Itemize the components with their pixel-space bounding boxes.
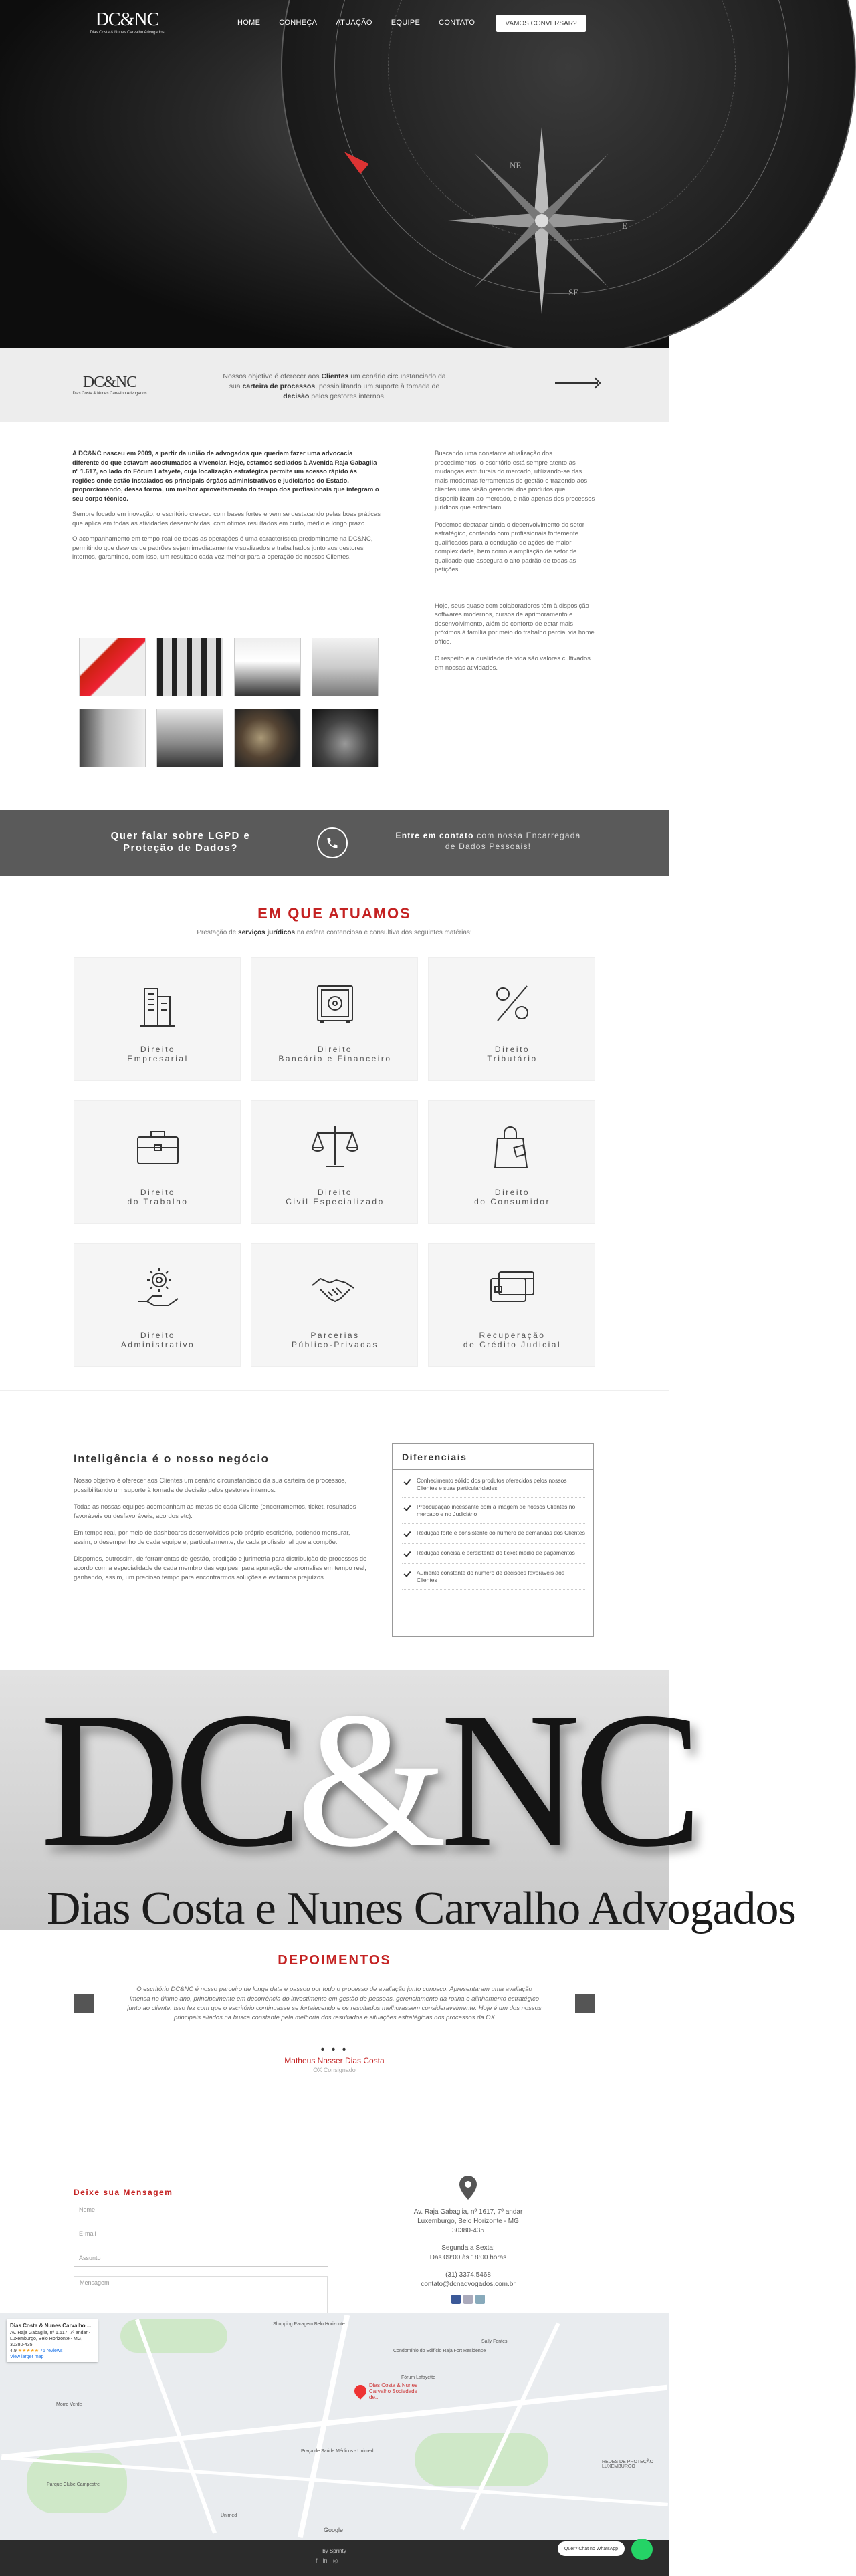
sign-subtitle: Dias Costa e Nunes Carvalho Advogados [47, 1883, 796, 1934]
intro-text: Nossos objetivo é oferecer aos Clientes um cenário circunstanciado da sua carteira de processos, possibilitando um suporte à tomada de decisão pelos gestores internos. [223, 372, 446, 400]
linkedin-icon[interactable]: in [322, 2557, 328, 2564]
gallery-photo[interactable] [312, 638, 379, 696]
next-arrow-button[interactable] [575, 1994, 595, 2013]
map-road [460, 2323, 560, 2531]
hours-label: Segunda a Sexta: [441, 2244, 495, 2252]
map-label: Unimed [221, 2513, 237, 2518]
nav-atuacao[interactable]: ATUAÇÃO [336, 19, 372, 27]
area-card-parcerias[interactable] [251, 1243, 418, 1367]
differential-item: Redução forte e consistente do número de demandas dos Clientes [402, 1529, 586, 1544]
hours-value: Das 09:00 às 18:00 horas [429, 2254, 507, 2261]
area-card-bancario[interactable] [251, 957, 418, 1081]
email-input[interactable]: E-mail [74, 2228, 328, 2242]
intelligence-paragraph: Nosso objetivo é oferecer aos Clientes um cenário circunstanciado da sua carteira de processos, possibilitando um suporte à tomada de decisão pelos gestores internos. [74, 1477, 347, 1494]
intelligence-section [0, 1390, 669, 1670]
logo-main: DC&NC [95, 9, 159, 30]
map-marker-icon[interactable] [352, 2382, 368, 2399]
about-paragraph: Sempre focado em inovação, o escritório cresceu com bases fortes e vem se destacando pelas boas práticas que aplica em todas as atividades desenvolvidas, com ótimos resultados em curto, médio e longo prazo. [72, 511, 381, 527]
area-card-administrativo[interactable] [74, 1243, 241, 1367]
phone-icon [326, 836, 339, 850]
area-label: Recuperação de Crédito Judicial [463, 1331, 562, 1349]
map-marker-label: Dias Costa & Nunes Carvalho Sociedade de... [369, 2382, 418, 2400]
safe-icon [308, 977, 362, 1030]
area-card-trabalho[interactable] [74, 1100, 241, 1224]
contact-section [0, 2138, 669, 2313]
lgpd-contact-text[interactable]: Entre em contato com nossa Encarregada de Dados Pessoais! [395, 831, 581, 851]
map-label: REDES DE PROTEÇÃO LUXEMBURGO [602, 2460, 654, 2469]
map-rating: 4.9 ★★★★★ 76 reviews [10, 2349, 63, 2353]
prev-arrow-button[interactable] [74, 1994, 94, 2013]
whatsapp-chat-label[interactable]: Quer? Chat no WhatsApp [558, 2541, 625, 2556]
map-park [415, 2433, 548, 2486]
differentials-list [402, 1477, 586, 1595]
lgpd-band [0, 810, 669, 876]
gallery-photo[interactable] [234, 709, 301, 767]
view-larger-map-link[interactable]: View larger map [10, 2355, 44, 2359]
about-paragraph: Buscando uma constante atualização dos procedimentos, o escritório está sempre atento às mudanças estruturais do mercado, utilizando-se das mais modernas ferramentas de gestão e trazendo aos clientes uma visão gerencial dos produtos que disponibilizam ao mercado, e não apenas dos processos jurídicos que enfrentam. [435, 450, 595, 511]
briefcase-icon [131, 1120, 185, 1173]
area-label: Parcerias Público-Privadas [291, 1331, 379, 1349]
map-label: Fórum Lafayette [401, 2375, 435, 2380]
percent-icon [486, 977, 539, 1030]
map-place-card [7, 2319, 98, 2362]
facebook-icon[interactable] [451, 2295, 461, 2304]
contact-form-title: Deixe sua Mensagem [74, 2188, 173, 2197]
subject-input[interactable]: Assunto [74, 2252, 328, 2267]
about-paragraph: O acompanhamento em tempo real de todas as operações é uma característica predominante na DC&NC, permitindo que desvios de padrões sejam imediatamente visualizados e trabalhados junto aos gestores internos, garantindo, com isso, um resultado cada vez melhor para a operação de nossos Clientes. [72, 535, 373, 561]
areas-title: EM QUE ATUAMOS [257, 905, 411, 922]
nav-home[interactable]: HOME [237, 19, 261, 27]
gallery-photo[interactable] [79, 638, 146, 696]
phone-button[interactable] [317, 827, 348, 858]
areas-section [0, 876, 669, 1390]
location-pin-icon [459, 2176, 477, 2200]
intelligence-paragraph: Todas as nossas equipes acompanham as metas de cada Cliente (encerramentos, ticket, resultados favoráveis ou desfavoráveis, acordos etc). [74, 1503, 356, 1520]
differentials-title: Diferenciais [402, 1452, 467, 1462]
area-card-recuperacao[interactable] [428, 1243, 595, 1367]
map-place-title: Dias Costa & Nunes Carvalho ... [10, 2323, 92, 2329]
google-logo: Google [324, 2527, 344, 2533]
differential-item: Preocupação incessante com a imagem de nossos Clientes no mercado e no Judiciário [402, 1503, 586, 1524]
gallery-photo[interactable] [156, 638, 223, 696]
instagram-icon[interactable]: ◎ [332, 2557, 338, 2564]
site-logo[interactable] [80, 11, 174, 35]
map-place-address: Av. Raja Gabaglia, nº 1.617, 7º andar - Luxemburgo, Belo Horizonte - MG, 30380-435 [10, 2331, 91, 2347]
lgpd-title: Quer falar sobre LGPD e Proteção de Dados? [110, 830, 251, 854]
handshake-icon [308, 1263, 362, 1316]
gallery-photo[interactable] [156, 709, 223, 767]
email-address[interactable]: contato@dcnadvogados.com.br [421, 2281, 516, 2288]
compass-label: E [622, 221, 627, 231]
intelligence-paragraph: Em tempo real, por meio de dashboards desenvolvidos pelo próprio escritório, podendo mensurar, assim, o desempenho de cada equipe e, particularmente, de cada profissional que a compõe. [74, 1529, 350, 1546]
facebook-icon[interactable]: f [316, 2557, 318, 2564]
nav-conheca[interactable]: CONHEÇA [279, 19, 318, 27]
area-card-consumidor[interactable] [428, 1100, 595, 1224]
scales-icon [308, 1120, 362, 1173]
gallery-photo[interactable] [312, 709, 379, 767]
divider [393, 1469, 593, 1470]
name-input[interactable]: Nome [74, 2204, 328, 2218]
shopping-bag-icon [486, 1120, 539, 1173]
gear-hand-icon [131, 1263, 185, 1316]
intelligence-title: Inteligência é o nosso negócio [74, 1452, 270, 1465]
area-label: Direito Tributário [487, 1045, 538, 1063]
intelligence-text [74, 1476, 368, 1590]
logo-sub: Dias Costa & Nunes Carvalho Advogados [90, 31, 165, 35]
area-label: Direito Empresarial [127, 1045, 189, 1063]
instagram-icon[interactable] [463, 2295, 473, 2304]
address-line: Av. Raja Gabaglia, nº 1617, 7º andar [413, 2208, 523, 2216]
testimonials-title: DEPOIMENTOS [278, 1953, 391, 1968]
about-paragraph: Hoje, seus quase cem colaboradores têm à disposição softwares modernos, cursos de aprimoramento e desenvolvimento, além do conforto de estar mais próximos à família por meio do trabalho parcial via home office. [435, 602, 595, 646]
office-sign-photo [0, 1670, 796, 1934]
differential-item: Redução concisa e persistente do ticket médio de pagamentos [402, 1549, 586, 1564]
hero-section [0, 0, 669, 348]
compass-label: SE [568, 287, 579, 297]
area-card-tributario[interactable] [428, 957, 595, 1081]
compass-rose-icon [441, 120, 642, 321]
main-nav [237, 19, 475, 27]
testimonial-quote: O escritório DC&NC é nosso parceiro de longa data e passou por todo o processo de avaliação junto conosco. Apresentaram uma avaliação imensa no último ano, principalmente em decorrência do investimento em gestão de pessoas, gerenciamento da rotina e alinhamento estratégico junto ao cliente. Isso fez com que o escritório continuasse se fortalecendo e os resultados melhorassem consideravelmente. Hoje é um dos nossos principais aliados na busca constante pela melhoria dos resultados e situações estratégicas nos processos da OX [127, 1986, 542, 2021]
differential-item: Conhecimento sólido dos produtos oferecidos pelos nossos Clientes e suas particularidades [402, 1477, 586, 1498]
footer-social [316, 2557, 338, 2565]
sign-letters: DC&NC [40, 1672, 697, 1887]
area-label: Direito Bancário e Financeiro [278, 1045, 392, 1063]
social-links [395, 2295, 542, 2304]
map-label: Parque Clube Campestre [47, 2482, 100, 2487]
whatsapp-icon[interactable] [631, 2539, 653, 2560]
intro-band [0, 348, 669, 422]
map-label: Condomínio do Edifício Raja Fort Residence [393, 2349, 486, 2353]
areas-subtitle: Prestação de serviços jurídicos na esfera contenciosa e consultiva dos seguintes matérias: [197, 929, 472, 936]
compass-label: NE [510, 160, 522, 170]
area-label: Direito do Consumidor [474, 1188, 550, 1206]
area-card-civil[interactable] [251, 1100, 418, 1224]
linkedin-icon[interactable] [475, 2295, 485, 2304]
intro-logo-sub: Dias Costa & Nunes Carvalho Advogados [72, 392, 147, 396]
nav-contato[interactable]: CONTATO [439, 19, 475, 27]
testimonial-company: OX Consignado [313, 2067, 356, 2073]
intelligence-paragraph: Dispomos, outrossim, de ferramentas de gestão, predição e jurimetria para distribuição de processos de acordo com a especialidade de cada membro das equipes, para apuração de anomalias em tempo real, ganhando, assim, um precioso tempo para encontrarmos soluções e evitarmos prejuízos. [74, 1555, 367, 1581]
area-label: Direito Civil Especializado [286, 1188, 385, 1206]
google-map[interactable] [0, 2313, 669, 2540]
about-left-text [72, 449, 381, 569]
address-line: Luxemburgo, Belo Horizonte - MG [417, 2218, 519, 2225]
gallery-photo[interactable] [79, 709, 146, 767]
footer-credit[interactable]: by Sprinty [322, 2548, 346, 2554]
address-line: 30380-435 [452, 2227, 484, 2234]
address-block [395, 2176, 542, 2304]
message-textarea[interactable]: Mensagem [74, 2276, 328, 2324]
intro-logo-main: DC&NC [82, 374, 137, 391]
vamos-conversar-button[interactable]: VAMOS CONVERSAR? [496, 15, 586, 32]
map-label: Shopping Paragem Belo Horizonte [273, 2322, 345, 2327]
area-card-empresarial[interactable] [74, 957, 241, 1081]
map-label: Morro Verde [56, 2402, 82, 2407]
about-section [0, 422, 669, 810]
testimonials-section [0, 1930, 669, 2138]
about-paragraph: A DC&NC nasceu em 2009, a partir da união de advogados que queriam fazer uma advocacia diferente do que estavam acostumados a vivenciar. Hoje, estamos sediados à Avenida Raja Gabaglia nº 1.617, ao lado do Fórum Lafayete, cuja localização estratégica permite um acesso rápido às regiões onde estão instalados os principais órgãos administrativos e judiciários do Estado, proporcionando, dessa forma, um melhor aproveitamento do tempo dos profissionais que integram o seu corpo técnico. [72, 450, 379, 503]
area-label: Direito Administrativo [120, 1331, 195, 1349]
credit-cards-icon [486, 1263, 539, 1316]
about-paragraph: Podemos destacar ainda o desenvolvimento do setor estratégico, contando com profissionais fortemente qualificados para a condução de ações de maior complexidade, bem como a ampliação de setor de qualidade que assegura o alto padrão de todas as petições. [435, 521, 584, 573]
buildings-icon [131, 977, 185, 1030]
differential-item: Aumento constante do número de decisões favoráveis aos Clientes [402, 1569, 586, 1590]
top-navbar [0, 0, 669, 47]
about-paragraph: O respeito e a qualidade de vida são valores cultivados em nossas atividades. [435, 655, 591, 672]
phone-number[interactable]: (31) 3374.5468 [445, 2271, 491, 2279]
gallery-photo[interactable] [234, 638, 301, 696]
intro-logo [70, 374, 150, 396]
carousel-dots[interactable]: • • • [320, 2044, 348, 2055]
map-label: Sally Fontes [481, 2339, 508, 2344]
area-label: Direito do Trabalho [127, 1188, 189, 1206]
testimonial-author: Matheus Nasser Dias Costa [284, 2056, 385, 2065]
differentials-box [392, 1443, 594, 1637]
nav-equipe[interactable]: EQUIPE [391, 19, 421, 27]
arrow-right-icon[interactable] [555, 382, 598, 384]
map-label: Praça de Saúde Médicos - Unimed [301, 2449, 374, 2454]
about-right-text [435, 449, 595, 680]
